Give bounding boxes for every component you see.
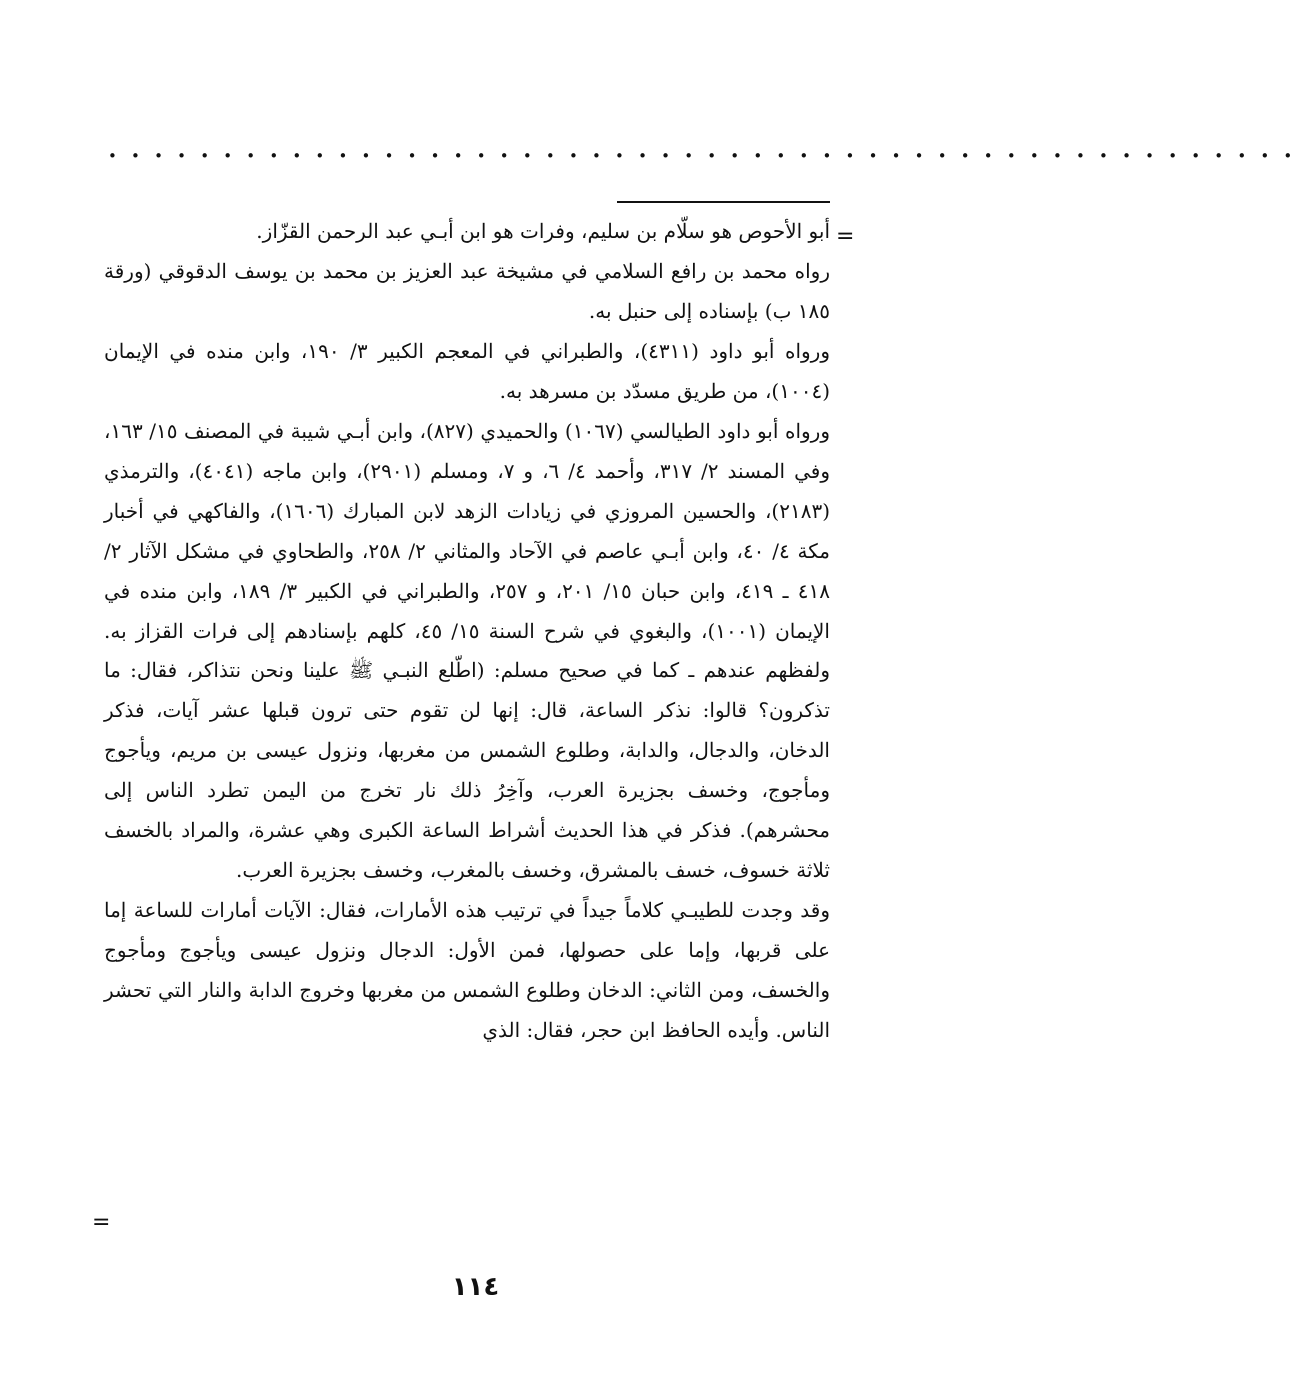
footnote-rule	[617, 201, 830, 203]
footnote-paragraph-5: وقد وجدت للطيبـي كلاماً جيداً في ترتيب هذه الأمارات، فقال: الآيات أمارات للساعة إما على قربها، وإما على حصولها، فمن الأول: الدجال ونزول عيسى ويأجوج ومأجوج والخسف، ومن الثاني: الدخان وطلوع الشمس من مغربها وخروج الدابة والنار التي تحشر الناس. وأيده الحافظ ابن حجر، فقال: الذي	[104, 898, 831, 1043]
continuation-mark-top: =	[836, 224, 855, 249]
separator-dots: ••••••••••••••••••••••••••••••••••••••••••••••••••••	[108, 147, 1306, 165]
page-number: ١١٤	[451, 1272, 500, 1302]
footnote-paragraph-2: رواه محمد بن رافع السلامي في مشيخة عبد العزيز بن محمد بن يوسف الدقوقي (ورقة ١٨٥ ب) بإسناده إلى حنبل به.	[104, 258, 830, 323]
footnote-text	[104, 212, 830, 1051]
footnote-paragraph-1: أبو الأحوص هو سلّام بن سليم، وفرات هو ابن أبـي عبد الرحمن القزّاز.	[256, 219, 830, 243]
footnote-paragraph-4: ورواه أبو داود الطيالسي (١٠٦٧) والحميدي (٨٢٧)، وابن أبـي شيبة في المصنف ١٥/ ١٦٣، وفي المسند ٢/ ٣١٧، وأحمد ٤/ ٦، و ٧، ومسلم (٢٩٠١)، وابن ماجه (٤٠٤١)، والترمذي (٢١٨٣)، والحسين المروزي في زيادات الزهد لابن المبارك (١٦٠٦)، والفاكهي في أخبار مكة ٤/ ٤٠، وابن أبـي عاصم في الآحاد والمثاني ٢/ ٢٥٨، والطحاوي في مشكل الآثار ٢/ ٤١٨ ـ ٤١٩، وابن حبان ١٥/ ٢٠١، و ٢٥٧، والطبراني في الكبير ٣/ ١٨٩، وابن منده في الإيمان (١٠٠١)، والبغوي في شرح السنة ١٥/ ٤٥، كلهم بإسنادهم إلى فرات القزاز به. ولفظهم عندهم ـ كما في صحيح مسلم: (اطّلع النبـي ﷺ علينا ونحن نتذاكر، فقال: ما تذكرون؟ قالوا: نذكر الساعة، قال: إنها لن تقوم حتى ترون قبلها عشر آيات، فذكر الدخان، والدجال، والدابة، وطلوع الشمس من مغربها، ونزول عيسى بن مريم، ويأجوج ومأجوج، وخسف بجزيرة العرب، وآخِرُ ذلك نار تخرج من اليمن تطرد الناس إلى محشرهم). فذكر في هذا الحديث أشراط الساعة الكبرى وهي عشرة، والمراد بالخسف ثلاثة خسوف، خسف بالمشرق، وخسف بالمغرب، وخسف بجزيرة العرب.	[104, 418, 830, 883]
continuation-mark-bottom: =	[92, 1210, 111, 1235]
footnote-paragraph-3: ورواه أبو داود (٤٣١١)، والطبراني في المعجم الكبير ٣/ ١٩٠، وابن منده في الإيمان (١٠٠٤)، من طريق مسدّد بن مسرهد به.	[104, 338, 830, 403]
